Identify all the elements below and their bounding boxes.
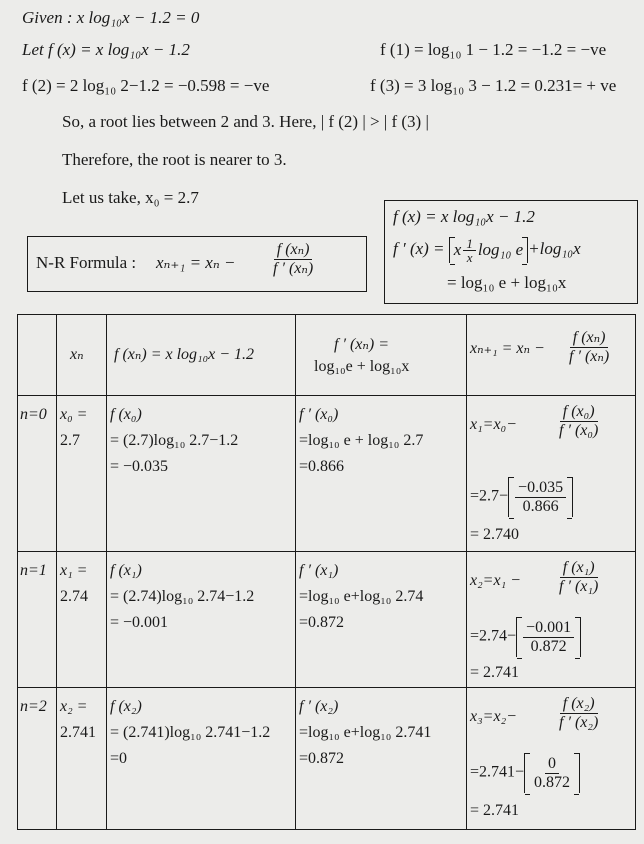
row1-next-calc-numerator: −0.001 — [523, 619, 574, 638]
row0-next-calc-numerator: −0.035 — [515, 479, 566, 498]
nr-formula-lhs: xₙ₊₁ = xₙ − — [156, 253, 236, 272]
root-interval-statement: So, a root lies between 2 and 3. Here, | f (2) | > | f (3) | — [62, 112, 429, 131]
box-derivative-line — [393, 237, 581, 263]
box-derivative-log-x: +log₁₀x — [528, 238, 581, 258]
row0-next-calc-denominator: 0.866 — [522, 497, 559, 515]
row1-f-expr: = (2.74)log₁₀ 2.74−1.2 — [110, 588, 255, 605]
nr-formula-fraction — [268, 241, 318, 278]
row2-next-lhs: x₃=x₂− — [470, 708, 517, 725]
row1-next-lhs: x₂=x₁ − — [470, 572, 521, 589]
row0-next-denominator: f ′ (x₀) — [559, 422, 599, 439]
row0-next-result: = 2.740 — [470, 526, 520, 543]
header-derivative-label: f ′ (xₙ) = — [334, 336, 389, 353]
box-derivative-bracket: x $\frac{1}{x}$ log₁₀ e — [449, 237, 528, 263]
box-derivative-log-e: log₁₀ e — [477, 240, 524, 259]
row1-next-numerator: f (x₁) — [560, 559, 598, 578]
row2-x-label: x₂ = — [60, 698, 88, 715]
row0-f-value: = −0.035 — [110, 458, 169, 475]
row2-next-calc-prefix: =2.741− — [470, 763, 525, 781]
row2-f-expr: = (2.741)log₁₀ 2.741−1.2 — [110, 724, 271, 741]
nr-formula-denominator: f ′ (xₙ) — [273, 260, 314, 277]
row1-next-denominator: f ′ (x₁) — [559, 578, 599, 595]
row2-d-label: f ′ (x₂) — [299, 698, 339, 715]
iteration-table — [17, 314, 636, 830]
row1-d-value: =0.872 — [299, 614, 345, 631]
header-next-denominator: f ′ (xₙ) — [569, 348, 610, 365]
row1-next-fraction — [554, 559, 603, 596]
nr-formula-box — [27, 236, 367, 292]
row1-x-label: x₁ = — [60, 562, 88, 579]
row2-d-expr: =log₁₀ e+log₁₀ 2.741 — [299, 724, 432, 741]
header-next-fraction — [564, 329, 614, 366]
header-derivative-expr: log₁₀e + log₁₀x — [314, 358, 410, 375]
box-function-definition: f (x) = x log₁₀x − 1.2 — [393, 207, 535, 226]
row0-next-fraction — [554, 403, 603, 440]
row2-next-fraction — [554, 695, 603, 732]
f3-evaluation: f (3) = 3 log₁₀ 3 − 1.2 = 0.231= + ve — [370, 76, 617, 95]
row1-d-expr: =log₁₀ e+log₁₀ 2.74 — [299, 588, 424, 605]
row0-next-lhs: x₁=x₀− — [470, 416, 517, 433]
row1-next-calc — [470, 617, 581, 657]
header-xn: xₙ — [70, 346, 84, 363]
row1-next-result: = 2.741 — [470, 664, 520, 681]
row1-x-value: 2.74 — [60, 588, 88, 605]
row2-next-numerator: f (x₂) — [560, 695, 598, 714]
row1-d-label: f ′ (x₁) — [299, 562, 339, 579]
row2-next-calc-denominator: 0.872 — [534, 773, 571, 791]
row2-n: n=2 — [20, 698, 47, 715]
row0-x-value: 2.7 — [60, 432, 80, 449]
row2-next-result: = 2.741 — [470, 802, 520, 819]
given-equation: Given : x log₁₀x − 1.2 = 0 — [22, 8, 200, 27]
row0-n: n=0 — [20, 406, 47, 423]
row1-n: n=1 — [20, 562, 47, 579]
row2-d-value: =0.872 — [299, 750, 345, 767]
header-next-lhs: xₙ₊₁ = xₙ − — [470, 340, 545, 357]
row0-d-value: =0.866 — [299, 458, 345, 475]
row0-next-calc-prefix: =2.7− — [470, 487, 509, 505]
row1-next-calc-prefix: =2.74− — [470, 627, 517, 645]
row0-next-numerator: f (x₀) — [560, 403, 598, 422]
root-nearer-statement: Therefore, the root is nearer to 3. — [62, 150, 287, 169]
row0-f-expr: = (2.7)log₁₀ 2.7−1.2 — [110, 432, 239, 449]
box-derivative-lhs: f ′ (x) = — [393, 238, 449, 258]
row2-x-value: 2.741 — [60, 724, 96, 741]
f2-evaluation: f (2) = 2 log₁₀ 2−1.2 = −0.598 = −ve — [22, 76, 270, 95]
row1-f-label: f (x₁) — [110, 562, 142, 579]
row0-d-expr: =log₁₀ e + log₁₀ 2.7 — [299, 432, 424, 449]
row0-d-label: f ′ (x₀) — [299, 406, 339, 423]
row2-f-value: =0 — [110, 750, 128, 767]
row0-next-calc — [470, 477, 573, 517]
header-fxn: f (xₙ) = x log₁₀x − 1.2 — [114, 346, 255, 363]
derivative-box — [384, 200, 638, 304]
row2-next-calc-numerator: 0 — [545, 755, 559, 774]
f1-evaluation: f (1) = log₁₀ 1 − 1.2 = −1.2 = −ve — [380, 40, 607, 59]
nr-formula-numerator: f (xₙ) — [274, 241, 313, 260]
header-next-numerator: f (xₙ) — [570, 329, 609, 348]
row1-next-calc-denominator: 0.872 — [530, 637, 567, 655]
row0-x-label: x₀ = — [60, 406, 88, 423]
initial-guess-statement: Let us take, x₀ = 2.7 — [62, 188, 199, 207]
row0-f-label: f (x₀) — [110, 406, 142, 423]
row2-next-denominator: f ′ (x₂) — [559, 714, 599, 731]
box-derivative-result: = log₁₀ e + log₁₀x — [447, 273, 567, 292]
let-f-definition: Let f (x) = x log₁₀x − 1.2 — [22, 40, 190, 59]
row2-next-calc — [470, 753, 580, 793]
nr-formula-label: N-R Formula : — [36, 253, 137, 272]
row1-f-value: = −0.001 — [110, 614, 169, 631]
box-derivative-x: x — [453, 240, 462, 259]
row2-f-label: f (x₂) — [110, 698, 142, 715]
